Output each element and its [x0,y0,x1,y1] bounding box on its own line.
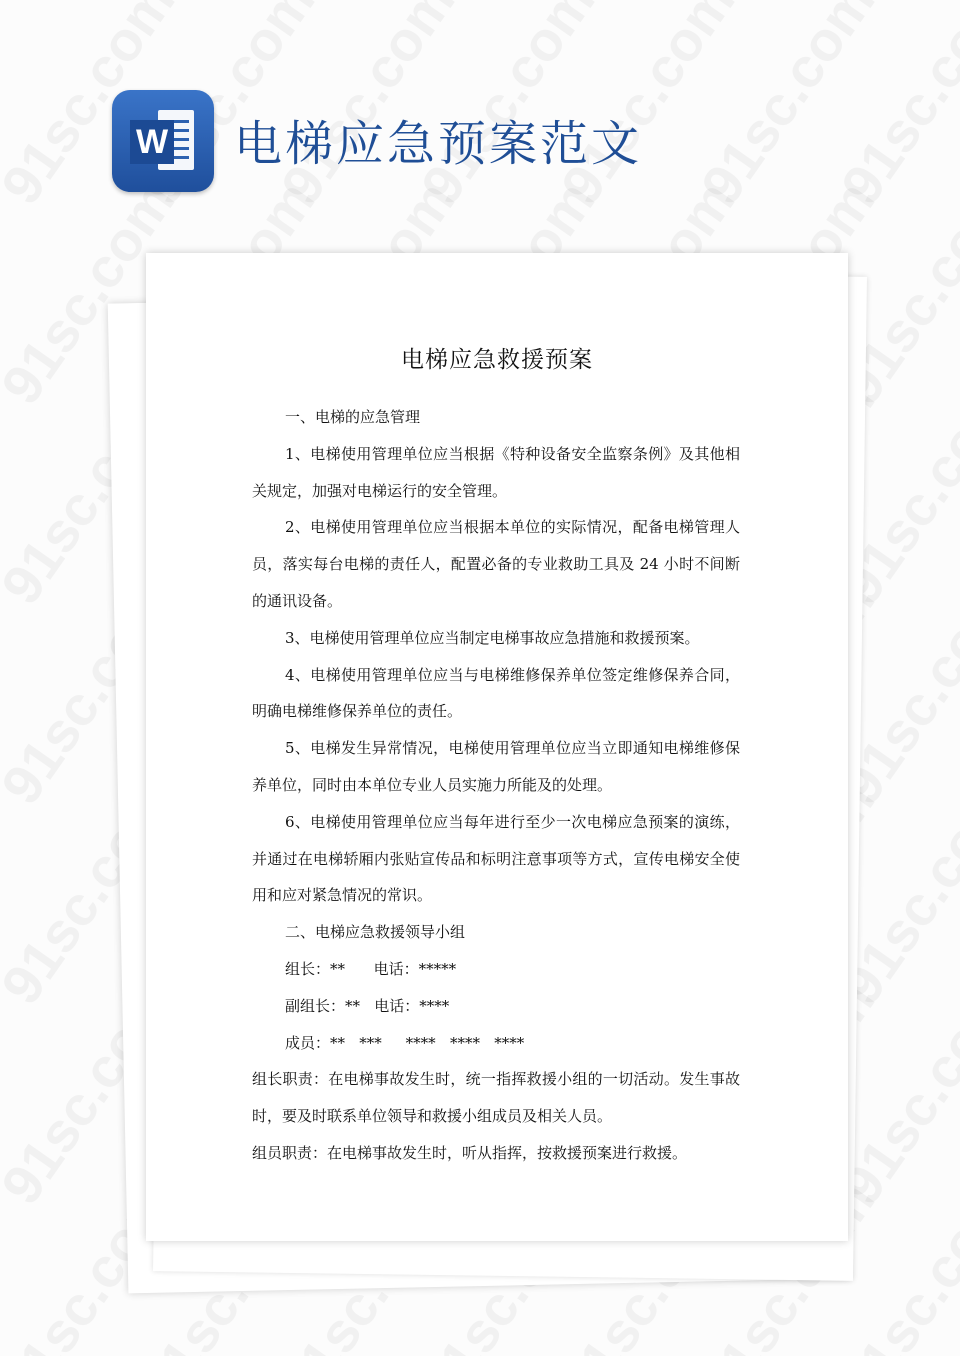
banner-title: 电梯应急预案范文 [234,116,643,172]
member-deputy-leader: 副组长：** 电话：**** [285,996,450,1015]
header-banner [112,90,872,194]
paragraph-item-3: 3、电梯使用管理单位应当制定电梯事故应急措施和救援预案。 [285,628,700,647]
member-duties: 组员职责：在电梯事故发生时，听从指挥，按救援预案进行救援。 [252,1143,688,1162]
section-heading-2: 二、电梯应急救援领导小组 [285,923,466,942]
document-body [252,399,740,1172]
member-leader: 组长：** 电话：***** [285,959,457,978]
member-list: 成员：** *** **** **** **** [285,1033,525,1052]
section-heading-1: 一、电梯的应急管理 [285,408,421,426]
document-title: 电梯应急救援预案 [401,347,593,373]
paragraph-item-1: 1、电梯使用管理单位应当根据《特种设备安全监察条例》及其他相关规定，加强对电梯运行的安全管理。 [252,444,740,500]
paragraph-item-2: 2、电梯使用管理单位应当根据本单位的实际情况，配备电梯管理人员，落实每台电梯的责任人，配置必备的专业救助工具及 24 小时不间断的通讯设备。 [252,518,740,610]
word-icon-letter: W [130,120,174,164]
paragraph-item-5: 5、电梯发生异常情况，电梯使用管理单位应当立即通知电梯维修保养单位，同时由本单位专业人员实施力所能及的处理。 [252,739,740,794]
word-app-icon [112,90,214,192]
document-page [146,253,848,1241]
paragraph-item-6: 6、电梯使用管理单位应当每年进行至少一次电梯应急预案的演练，并通过在电梯轿厢内张贴宣传品和标明注意事项等方式，宣传电梯安全使用和应对紧急情况的常识。 [252,812,740,905]
leader-duties: 组长职责：在电梯事故发生时，统一指挥救援小组的一切活动。发生事故时，要及时联系单位领导和救援小组成员及相关人员。 [252,1070,740,1126]
paragraph-item-4: 4、电梯使用管理单位应当与电梯维修保养单位签定维修保养合同，明确电梯维修保养单位的责任。 [252,665,740,721]
